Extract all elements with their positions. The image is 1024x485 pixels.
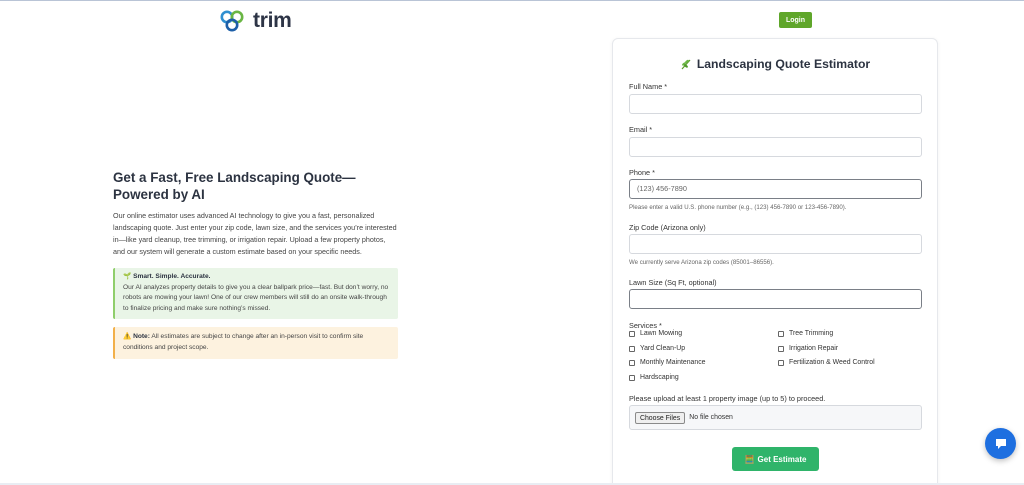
form-title-text: Landscaping Quote Estimator <box>696 57 871 71</box>
no-file-text: No file chosen <box>689 414 733 421</box>
service-hardscaping[interactable]: Hardscaping <box>629 374 679 381</box>
zip-input[interactable] <box>629 234 922 254</box>
checkbox[interactable] <box>629 346 635 352</box>
smart-note-body: Our AI analyzes property details to give you a clear ballpark price—fast. But don’t worry, no robots are mowing your lawn! One of our crew members will still do an onsite walk-through to finalize pricing and make sure nothing’s missed. <box>123 283 389 312</box>
service-lawn-mowing[interactable]: Lawn Mowing <box>629 330 682 337</box>
chat-widget-button[interactable] <box>985 428 1016 459</box>
hero-title: Get a Fast, Free Landscaping Quote—Powered by AI <box>113 170 356 202</box>
estimate-note <box>113 327 398 359</box>
estimate-note-body: All estimates are subject to change after an in-person visit to confirm site conditions and project scope. <box>123 333 364 351</box>
smart-note-title: 🌱 Smart. Simple. Accurate. <box>123 273 211 280</box>
herb-icon <box>680 58 692 70</box>
hero-section <box>113 169 398 359</box>
checkbox[interactable] <box>778 346 784 352</box>
phone-help: Please enter a valid U.S. phone number (e.g., (123) 456-7890 or 123-456-7890). <box>629 204 847 211</box>
full-name-label: Full Name * <box>629 82 668 91</box>
phone-input[interactable]: (123) 456-7890 <box>629 179 922 199</box>
seedling-icon: 🌱 <box>123 273 132 280</box>
form-title <box>613 57 937 71</box>
email-input[interactable] <box>629 137 922 157</box>
phone-label: Phone * <box>629 168 655 177</box>
trim-logo[interactable] <box>219 9 291 33</box>
choose-files-button[interactable]: Choose Files <box>635 412 685 424</box>
service-monthly-maintenance[interactable]: Monthly Maintenance <box>629 359 706 366</box>
checkbox[interactable] <box>629 360 635 366</box>
email-label: Email * <box>629 125 653 134</box>
checkbox[interactable] <box>629 331 635 337</box>
checkbox[interactable] <box>629 375 635 381</box>
zip-label: Zip Code (Arizona only) <box>629 223 706 232</box>
warning-icon: ⚠️ <box>123 333 132 340</box>
quote-estimator-card <box>612 38 938 485</box>
service-fertilization[interactable]: Fertilization & Weed Control <box>778 359 875 366</box>
chat-bubble-icon <box>994 437 1008 451</box>
zip-help: We currently serve Arizona zip codes (85001–86556). <box>629 259 774 266</box>
file-upload-field[interactable] <box>629 405 922 430</box>
logo-text: trim <box>253 9 292 32</box>
estimate-note-prefix: Note: <box>133 333 150 340</box>
lawn-size-label: Lawn Size (Sq Ft, optional) <box>629 278 717 287</box>
get-estimate-label: Get Estimate <box>757 454 807 464</box>
calculator-icon: 🧮 <box>744 454 755 464</box>
upload-label: Please upload at least 1 property image (up to 5) to proceed. <box>629 394 826 403</box>
hero-intro: Our online estimator uses advanced AI technology to give you a fast, personalized landscaping quote. Just enter your zip code, lawn size, and the services you’re interested in—like yard cleanup, tree trimming, or irrigation repair. Upload a few property photos, and our system will generate a custom estimate based on your specific needs. <box>113 211 397 256</box>
full-name-input[interactable] <box>629 94 922 114</box>
lawn-size-input[interactable] <box>629 289 922 309</box>
checkbox[interactable] <box>778 331 784 337</box>
smart-note <box>113 268 398 319</box>
logo-rings-icon <box>219 10 246 32</box>
service-irrigation-repair[interactable]: Irrigation Repair <box>778 345 838 352</box>
checkbox[interactable] <box>778 360 784 366</box>
login-button[interactable]: Login <box>779 12 812 28</box>
get-estimate-button[interactable] <box>732 447 819 471</box>
service-tree-trimming[interactable]: Tree Trimming <box>778 330 833 337</box>
services-label: Services * <box>629 321 662 330</box>
service-yard-cleanup[interactable]: Yard Clean-Up <box>629 345 685 352</box>
